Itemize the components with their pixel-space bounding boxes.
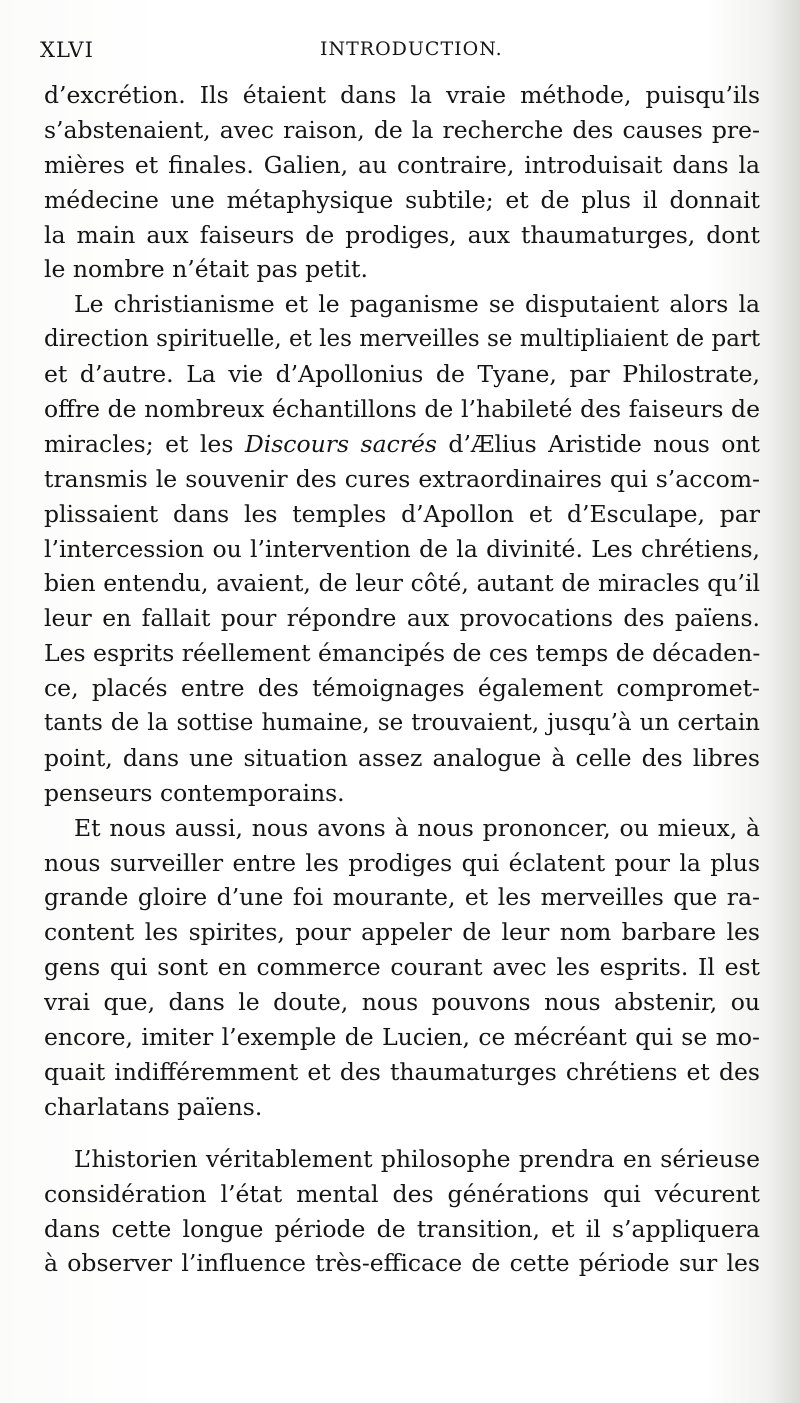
text-line: mières et finales. Galien, au contraire, introduisait dans la [44, 150, 760, 179]
page-header [40, 38, 760, 68]
text-line: ce, placés entre des témoignages également compromet- [44, 674, 760, 703]
text-line: Et nous aussi, nous avons à nous prononcer, ou mieux, à [74, 813, 760, 842]
paragraph [44, 811, 760, 1125]
text-line: L’historien véritablement philosophe prendra en sérieuse [74, 1144, 760, 1173]
text-line: à observer l’influence très-efficace de cette période sur les [44, 1249, 760, 1278]
text-line: direction spirituelle, et les merveilles se multipliaient de part [44, 326, 761, 353]
paragraph [44, 287, 760, 810]
text-line: l’intercession ou l’intervention de la divinité. Les chrétiens, [44, 534, 760, 563]
text-line: quait indifféremment et des thaumaturges chrétiens et des [44, 1057, 760, 1086]
text-line: s’abstenaient, avec raison, de la recherche des causes pre- [44, 115, 760, 144]
paragraph [44, 78, 760, 287]
text-line: nous surveiller entre les prodiges qui éclatent pour la plus [44, 848, 760, 877]
text-segment: d’Ælius Aristide nous ont [436, 429, 760, 458]
text-line: d’excrétion. Ils étaient dans la vraie méthode, puisqu’ils [44, 81, 760, 109]
text-line: point, dans une situation assez analogue à celle des libres [44, 743, 760, 772]
running-title: INTRODUCTION. [320, 38, 503, 60]
text-line: leur en fallait pour répondre aux provocations des païens. [44, 604, 760, 633]
text-line: offre de nombreux échantillons de l’habileté des faiseurs de [44, 395, 760, 424]
text-line: médecine une métaphysique subtile; et de plus il donnait [44, 185, 760, 214]
text-line: charlatans païens. [44, 1092, 263, 1121]
text-line: considération l’état mental des générations qui vécurent [44, 1179, 760, 1208]
text-line: gens qui sont en commerce courant avec les esprits. Il est [44, 953, 760, 982]
page-number: XLVI [40, 38, 94, 62]
text-segment: miracles; et les [44, 429, 245, 458]
text-line: vrai que, dans le doute, nous pouvons nous abstenir, ou [44, 988, 760, 1017]
text-line: penseurs contemporains. [44, 778, 345, 807]
text-line: encore, imiter l’exemple de Lucien, ce mécréant qui se mo- [44, 1023, 760, 1052]
paragraph [44, 1142, 760, 1282]
text-line: Le christianisme et le paganisme se disputaient alors la [74, 290, 760, 319]
text-line: bien entendu, avaient, de leur côté, autant de miracles qu’il [44, 569, 760, 598]
text-line-with-italic [44, 427, 760, 462]
text-line: grande gloire d’une foi mourante, et les merveilles que ra- [44, 883, 760, 912]
body-text [44, 78, 760, 1281]
text-line: content les spirites, pour appeler de leur nom barbare les [44, 918, 760, 947]
text-line: dans cette longue période de transition, et il s’appliquera [44, 1214, 760, 1243]
text-line: plissaient dans les temples d’Apollon et d’Esculape, par [44, 499, 760, 528]
paragraph-gap [44, 1125, 760, 1142]
text-line: le nombre n’était pas petit. [44, 255, 368, 284]
italic-title: Discours sacrés [244, 429, 437, 458]
text-line: Les esprits réellement émancipés de ces temps de décaden- [44, 639, 761, 668]
text-line: transmis le souvenir des cures extraordinaires qui s’accom- [44, 464, 760, 493]
text-line: tants de la sottise humaine, se trouvaient, jusqu’à un certain [44, 710, 760, 737]
text-line: la main aux faiseurs de prodiges, aux thaumaturges, dont [44, 220, 760, 249]
text-line: et d’autre. La vie d’Apollonius de Tyane, par Philostrate, [44, 360, 760, 389]
